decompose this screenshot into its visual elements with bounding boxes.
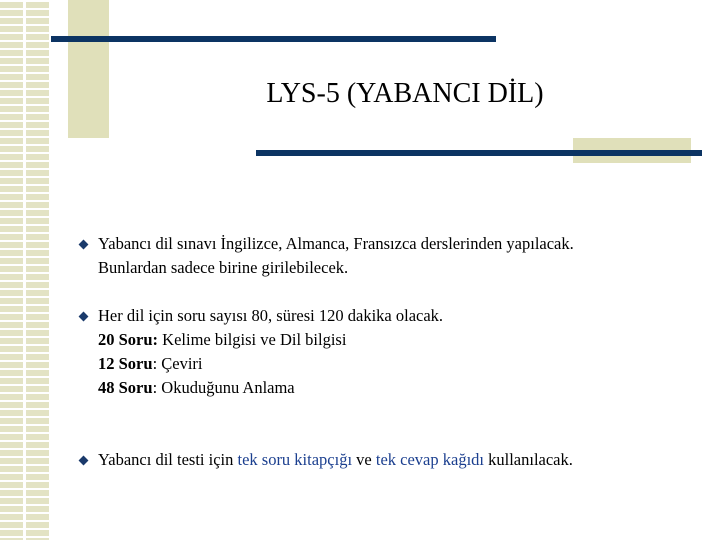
question-topic: : Çeviri xyxy=(152,354,203,373)
bullet-line xyxy=(98,448,718,472)
question-count: 20 Soru: xyxy=(98,330,159,349)
bullet-text xyxy=(98,448,718,472)
bullet-line: Yabancı dil sınavı İngilizce, Almanca, Fransızca derslerinden yapılacak. xyxy=(98,234,574,253)
bullet-line: Her dil için soru sayısı 80, süresi 120 dakika olacak. xyxy=(98,306,444,325)
diamond-bullet-icon xyxy=(79,312,89,322)
diamond-bullet-icon xyxy=(79,240,89,250)
bullet-text xyxy=(98,304,718,400)
text-segment: kullanılacak. xyxy=(484,450,573,469)
question-row xyxy=(98,352,718,376)
text-segment: ve xyxy=(352,450,376,469)
question-topic: : Okuduğunu Anlama xyxy=(152,378,295,397)
title-decorative-block xyxy=(68,0,109,138)
left-decorative-ladder xyxy=(0,0,51,540)
question-count: 12 Soru xyxy=(98,354,153,373)
question-row xyxy=(98,376,718,400)
question-row xyxy=(98,328,718,352)
title-top-rule xyxy=(51,36,496,42)
highlighted-term-booklet: tek soru kitapçığı xyxy=(237,450,353,469)
question-count: 48 Soru xyxy=(98,378,153,397)
text-segment: Yabancı dil testi için xyxy=(98,450,238,469)
title-bottom-rule xyxy=(256,150,702,156)
bullet-line: Bunlardan sadece birine girilebilecek. xyxy=(98,258,349,277)
bullet-text xyxy=(98,232,718,280)
highlighted-term-answer-sheet: tek cevap kağıdı xyxy=(375,450,484,469)
question-topic: Kelime bilgisi ve Dil bilgisi xyxy=(158,330,347,349)
slide-title: LYS-5 (YABANCI DİL) xyxy=(266,78,544,109)
diamond-bullet-icon xyxy=(79,456,89,466)
